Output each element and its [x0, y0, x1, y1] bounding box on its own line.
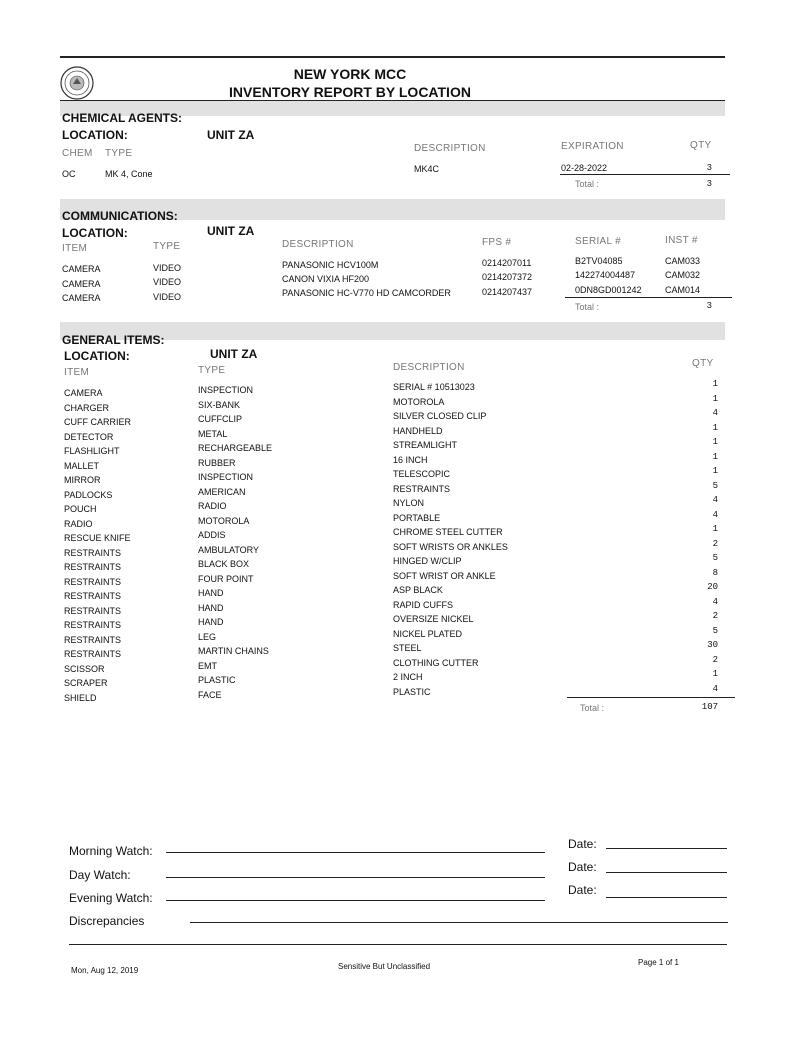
chemical-col-qty: QTY: [690, 140, 712, 151]
evening-date-line[interactable]: [606, 897, 727, 898]
general-row-description: SOFT WRISTS OR ANKLES: [393, 541, 508, 552]
general-row-type: CUFFCLIP: [198, 414, 243, 424]
general-row-item: CAMERA: [64, 388, 103, 398]
top-rule: [60, 56, 725, 58]
evening-date-label: Date:: [568, 883, 597, 897]
general-row-qty: 1: [712, 437, 718, 447]
comm-col-fps: FPS #: [482, 237, 512, 248]
general-total-label: Total :: [580, 703, 605, 713]
comm-row-item: CAMERA: [62, 293, 101, 303]
general-row-description: HANDHELD: [393, 425, 443, 436]
comm-row-type: VIDEO: [153, 263, 182, 273]
chemical-row-expiration: 02-28-2022: [561, 163, 608, 173]
general-row-description: MOTOROLA: [393, 396, 445, 407]
chemical-location-label: LOCATION:: [62, 128, 128, 142]
evening-watch-line[interactable]: [166, 900, 545, 901]
general-row-type: HAND: [198, 588, 224, 598]
general-row-description: CHROME STEEL CUTTER: [393, 527, 503, 537]
general-row-type: HAND: [198, 602, 224, 613]
general-row-description: SILVER CLOSED CLIP: [393, 411, 487, 421]
general-row-qty: 5: [712, 625, 718, 636]
general-row-description: TELESCOPIC: [393, 469, 451, 479]
general-row-description: HINGED W/CLIP: [393, 556, 462, 566]
general-row-type: RECHARGEABLE: [198, 443, 273, 453]
general-row-type: AMBULATORY: [198, 544, 260, 555]
report-title-line2: INVENTORY REPORT BY LOCATION: [229, 84, 471, 100]
report-title-line1: NEW YORK MCC: [293, 66, 407, 82]
general-row-item: SCRAPER: [64, 678, 108, 688]
general-col-item: ITEM: [64, 367, 90, 378]
morning-watch-label: Morning Watch:: [69, 844, 153, 858]
general-row-qty: 2: [712, 611, 718, 621]
general-row-item: RESTRAINTS: [64, 591, 122, 601]
chemical-total-value: 3: [706, 179, 712, 189]
general-row-item: MALLET: [64, 460, 100, 471]
general-row-qty: 5: [712, 553, 718, 563]
general-row-qty: 2: [712, 654, 718, 665]
general-row-qty: 4: [712, 596, 718, 607]
general-row-item: RESTRAINTS: [64, 605, 122, 616]
chemical-total-label: Total :: [575, 179, 600, 189]
general-row-item: RADIO: [64, 518, 93, 529]
general-col-description: DESCRIPTION: [393, 362, 465, 373]
comm-row-fps: 0214207372: [482, 272, 533, 282]
general-row-type: INSPECTION: [198, 385, 254, 395]
general-row-qty: 1: [712, 379, 718, 389]
general-row-description: 16 INCH: [393, 454, 428, 465]
general-row-item: RESTRAINTS: [64, 649, 122, 659]
general-row-description: ASP BLACK: [393, 585, 443, 595]
general-row-description: RAPID CUFFS: [393, 599, 454, 610]
general-total-rule: [567, 697, 735, 698]
general-row-type: ADDIS: [198, 530, 226, 540]
seal-logo: [60, 66, 94, 100]
general-row-description: CLOTHING CUTTER: [393, 657, 479, 668]
comm-row-serial: 0DN8GD001242: [575, 285, 642, 295]
footer-rule: [69, 944, 727, 945]
chemical-total-rule: [560, 174, 730, 175]
comm-row-type: VIDEO: [153, 292, 182, 302]
comm-total-rule: [565, 297, 732, 298]
chemical-band-rule: [60, 100, 725, 101]
general-row-description: NICKEL PLATED: [393, 628, 463, 639]
comm-row-fps: 0214207437: [482, 287, 533, 297]
comm-col-inst: INST #: [665, 235, 698, 246]
comm-row-item: CAMERA: [62, 279, 101, 289]
chemical-col-description: DESCRIPTION: [414, 143, 486, 154]
general-row-item: RESCUE KNIFE: [64, 533, 131, 543]
chemical-row-type: MK 4, Cone: [105, 169, 153, 179]
general-row-description: SOFT WRIST OR ANKLE: [393, 570, 496, 581]
general-row-type: MARTIN CHAINS: [198, 646, 269, 656]
day-watch-label: Day Watch:: [69, 868, 131, 882]
day-watch-line[interactable]: [166, 877, 545, 878]
general-row-item: CUFF CARRIER: [64, 417, 131, 427]
general-row-qty: 1: [712, 422, 718, 433]
general-row-description: SERIAL # 10513023: [393, 382, 475, 392]
general-row-description: RESTRAINTS: [393, 483, 451, 494]
general-row-qty: 1: [712, 524, 718, 534]
general-row-item: RESTRAINTS: [64, 562, 122, 572]
general-row-item: RESTRAINTS: [64, 576, 122, 587]
comm-row-description: PANASONIC HCV100M: [282, 260, 379, 270]
general-row-type: INSPECTION: [198, 472, 254, 482]
general-row-qty: 4: [712, 683, 718, 694]
comm-row-inst: CAM032: [665, 270, 701, 280]
general-row-type: METAL: [198, 428, 228, 439]
general-row-type: HAND: [198, 617, 224, 627]
general-col-qty: QTY: [692, 358, 714, 369]
discrepancies-label: Discrepancies: [69, 914, 145, 928]
general-row-type: PLASTIC: [198, 675, 236, 685]
general-row-type: FOUR POINT: [198, 573, 254, 584]
general-row-item: POUCH: [64, 504, 97, 514]
footer-date: Mon, Aug 12, 2019: [71, 966, 139, 975]
comm-col-serial: SERIAL #: [575, 236, 621, 247]
day-date-label: Date:: [568, 860, 597, 874]
general-row-qty: 4: [712, 509, 718, 520]
general-location-value: UNIT ZA: [210, 347, 258, 361]
morning-date-line[interactable]: [606, 848, 727, 849]
general-row-qty: 1: [712, 451, 718, 462]
chemical-location-value: UNIT ZA: [207, 128, 255, 142]
general-row-description: STEEL: [393, 643, 422, 653]
general-row-qty: 2: [712, 538, 718, 549]
general-row-qty: 4: [712, 408, 718, 418]
comm-row-inst: CAM033: [665, 256, 701, 266]
general-row-qty: 1: [712, 669, 718, 679]
general-section-title: GENERAL ITEMS:: [62, 333, 165, 347]
chemical-row-qty: 3: [706, 163, 712, 173]
general-location-label: LOCATION:: [64, 349, 130, 363]
general-row-description: PORTABLE: [393, 512, 441, 523]
general-row-qty: 1: [712, 393, 718, 404]
comm-row-item: CAMERA: [62, 264, 101, 274]
comm-row-serial: 142274004487: [575, 270, 636, 280]
chemical-row-chem: OC: [62, 169, 76, 179]
general-row-type: FACE: [198, 689, 222, 700]
chemical-col-chem: CHEM: [62, 148, 93, 159]
general-row-item: SHIELD: [64, 692, 97, 703]
general-row-type: LEG: [198, 631, 217, 642]
general-row-type: RUBBER: [198, 457, 236, 468]
general-row-qty: 4: [712, 495, 718, 505]
general-row-type: SIX-BANK: [198, 399, 241, 410]
general-col-type: TYPE: [198, 365, 226, 376]
comm-row-serial: B2TV04085: [575, 256, 623, 266]
chemical-col-type: TYPE: [105, 148, 133, 159]
comm-col-description: DESCRIPTION: [282, 239, 354, 250]
discrepancies-line[interactable]: [190, 922, 728, 923]
general-row-description: OVERSIZE NICKEL: [393, 614, 474, 624]
comm-row-type: VIDEO: [153, 277, 182, 287]
comm-row-description: PANASONIC HC-V770 HD CAMCORDER: [282, 288, 451, 298]
communications-location-label: LOCATION:: [62, 226, 128, 240]
general-row-item: RESTRAINTS: [64, 620, 122, 630]
general-row-description: STREAMLIGHT: [393, 440, 458, 450]
communications-location-value: UNIT ZA: [207, 224, 255, 238]
chemical-row-description: MK4C: [414, 164, 440, 174]
comm-row-description: CANON VIXIA HF200: [282, 274, 370, 284]
day-date-line[interactable]: [606, 872, 727, 873]
general-row-type: MOTOROLA: [198, 515, 250, 526]
general-row-description: PLASTIC: [393, 686, 431, 697]
general-row-item: RESTRAINTS: [64, 634, 122, 645]
general-row-qty: 20: [707, 582, 718, 592]
evening-watch-label: Evening Watch:: [69, 891, 153, 905]
general-row-qty: 5: [712, 480, 718, 491]
comm-col-type: TYPE: [153, 241, 181, 252]
general-row-type: BLACK BOX: [198, 559, 250, 569]
general-row-item: MIRROR: [64, 475, 101, 485]
comm-col-item: ITEM: [62, 243, 88, 254]
general-row-type: RADIO: [198, 501, 227, 511]
general-row-item: FLASHLIGHT: [64, 446, 120, 456]
comm-row-inst: CAM014: [665, 285, 701, 295]
communications-section-title: COMMUNICATIONS:: [62, 209, 178, 223]
general-row-type: EMT: [198, 660, 217, 671]
general-row-type: AMERICAN: [198, 486, 246, 497]
general-row-qty: 8: [712, 567, 718, 578]
comm-total-value: 3: [706, 301, 712, 311]
comm-row-fps: 0214207011: [482, 258, 532, 268]
chemical-section-title: CHEMICAL AGENTS:: [62, 111, 182, 125]
general-row-description: NYLON: [393, 498, 425, 508]
chemical-col-expiration: EXPIRATION: [561, 141, 624, 152]
general-row-item: DETECTOR: [64, 431, 114, 442]
general-total-value: 107: [701, 702, 718, 712]
general-row-item: SCISSOR: [64, 663, 105, 674]
general-row-qty: 1: [712, 466, 718, 476]
general-row-qty: 30: [707, 640, 718, 650]
footer-page: Page 1 of 1: [638, 958, 679, 967]
general-row-item: PADLOCKS: [64, 489, 113, 500]
general-row-description: 2 INCH: [393, 672, 423, 682]
morning-watch-line[interactable]: [166, 852, 545, 853]
general-row-item: RESTRAINTS: [64, 547, 122, 558]
general-row-item: CHARGER: [64, 402, 110, 413]
comm-total-label: Total :: [575, 302, 600, 312]
footer-classification: Sensitive But Unclassified: [338, 962, 431, 971]
morning-date-label: Date:: [568, 837, 597, 851]
